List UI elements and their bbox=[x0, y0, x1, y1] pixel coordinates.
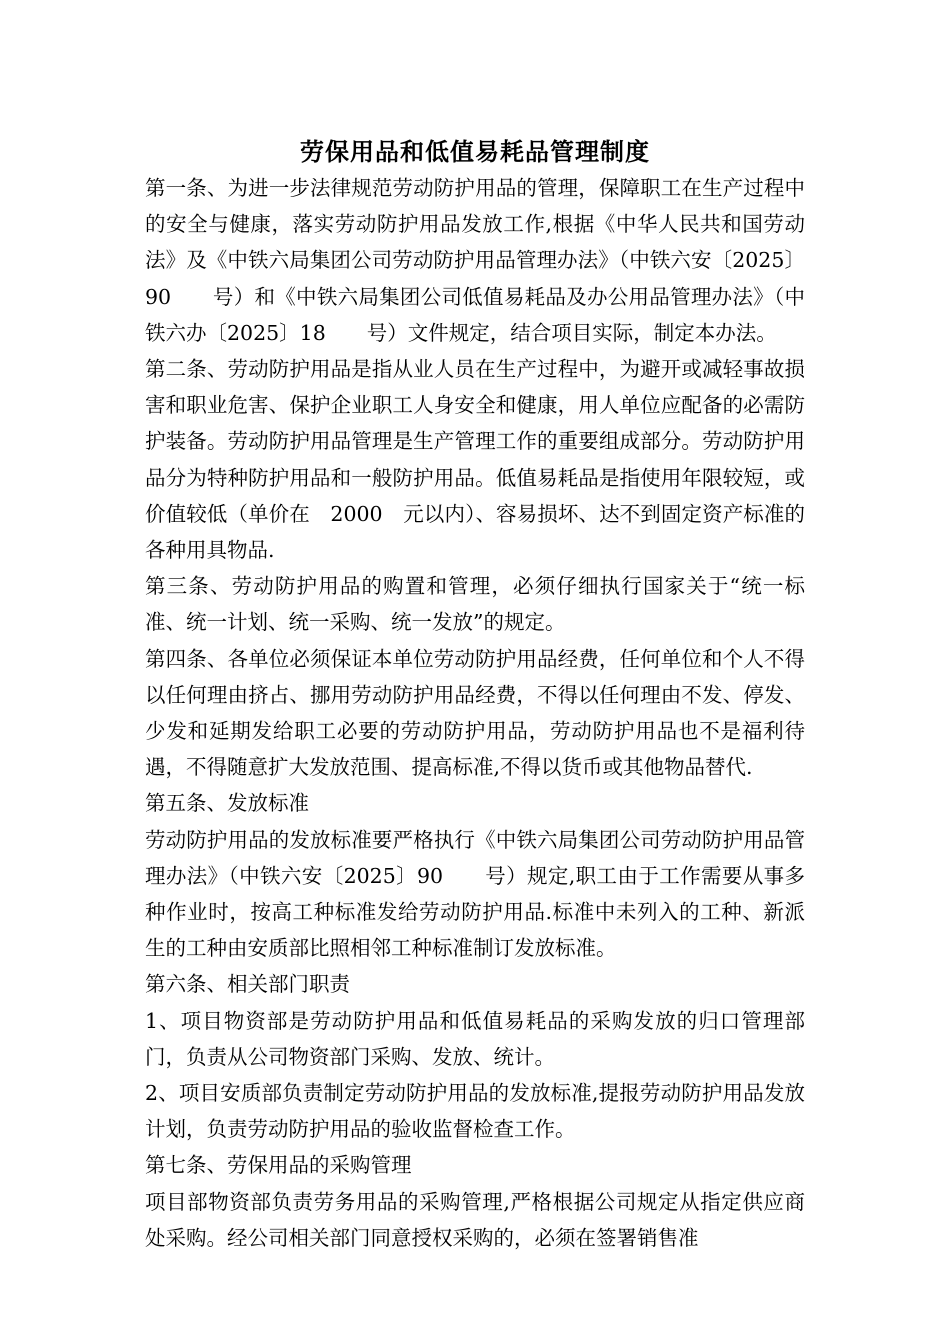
article-6-item-1: 1、项目物资部是劳动防护用品和低值易耗品的采购发放的归口管理部门，负责从公司物资部门采购、发放、统计。 bbox=[145, 1008, 805, 1069]
article-6-item-2: 2、项目安质部负责制定劳动防护用品的发放标准,提报劳动防护用品发放计划，负责劳动防护用品的验收监督检查工作。 bbox=[145, 1081, 805, 1142]
article-1-paragraph: 第一条、为进一步法律规范劳动防护用品的管理，保障职工在生产过程中的安全与健康，落实劳动防护用品发放工作,根据《中华人民共和国劳动法》及《中铁六局集团公司劳动防护用品管理办法》（中铁六安〔2025〕90 号）和《中铁六局集团公司低值易耗品及办公用品管理办法》（中铁六办〔2025〕18 号）文件规定，结合项目实际，制定本办法。 bbox=[145, 176, 805, 345]
article-6-heading: 第六条、相关部门职责 bbox=[145, 972, 350, 997]
document-title: 劳保用品和低值易耗品管理制度 bbox=[300, 137, 650, 166]
article-4-paragraph: 第四条、各单位必须保证本单位劳动防护用品经费，任何单位和个人不得以任何理由挤占、挪用劳动防护用品经费，不得以任何理由不发、停发、少发和延期发给职工必要的劳动防护用品，劳动防护用品也不是福利待遇，不得随意扩大发放范围、提高标准,不得以货币或其他物品替代. bbox=[145, 646, 805, 780]
article-7-paragraph: 项目部物资部负责劳务用品的采购管理,严格根据公司规定从指定供应商处采购。经公司相关部门同意授权采购的，必须在签署销售准 bbox=[145, 1189, 805, 1250]
article-7-heading: 第七条、劳保用品的采购管理 bbox=[145, 1153, 412, 1178]
article-3-paragraph: 第三条、劳动防护用品的购置和管理，必须仔细执行国家关于“统一标准、统一计划、统一采购、统一发放”的规定。 bbox=[145, 574, 805, 635]
article-5-paragraph: 劳动防护用品的发放标准要严格执行《中铁六局集团公司劳动防护用品管理办法》（中铁六安〔2025〕90 号）规定,职工由于工作需要从事多种作业时，按高工种标准发给劳动防护用品.标准中未列入的工种、新派生的工种由安质部比照相邻工种标准制订发放标准。 bbox=[145, 827, 805, 961]
document-body bbox=[145, 170, 805, 1256]
article-5-heading: 第五条、发放标准 bbox=[145, 791, 309, 816]
article-2-paragraph: 第二条、劳动防护用品是指从业人员在生产过程中，为避开或减轻事故损害和职业危害、保护企业职工人身安全和健康，用人单位应配备的必需防护装备。劳动防护用品管理是生产管理工作的重要组成部分。劳动防护用品分为特种防护用品和一般防护用品。低值易耗品是指使用年限较短，或价值较低（单价在 2000 元以内）、容易损坏、达不到固定资产标准的各种用具物品. bbox=[145, 357, 805, 563]
